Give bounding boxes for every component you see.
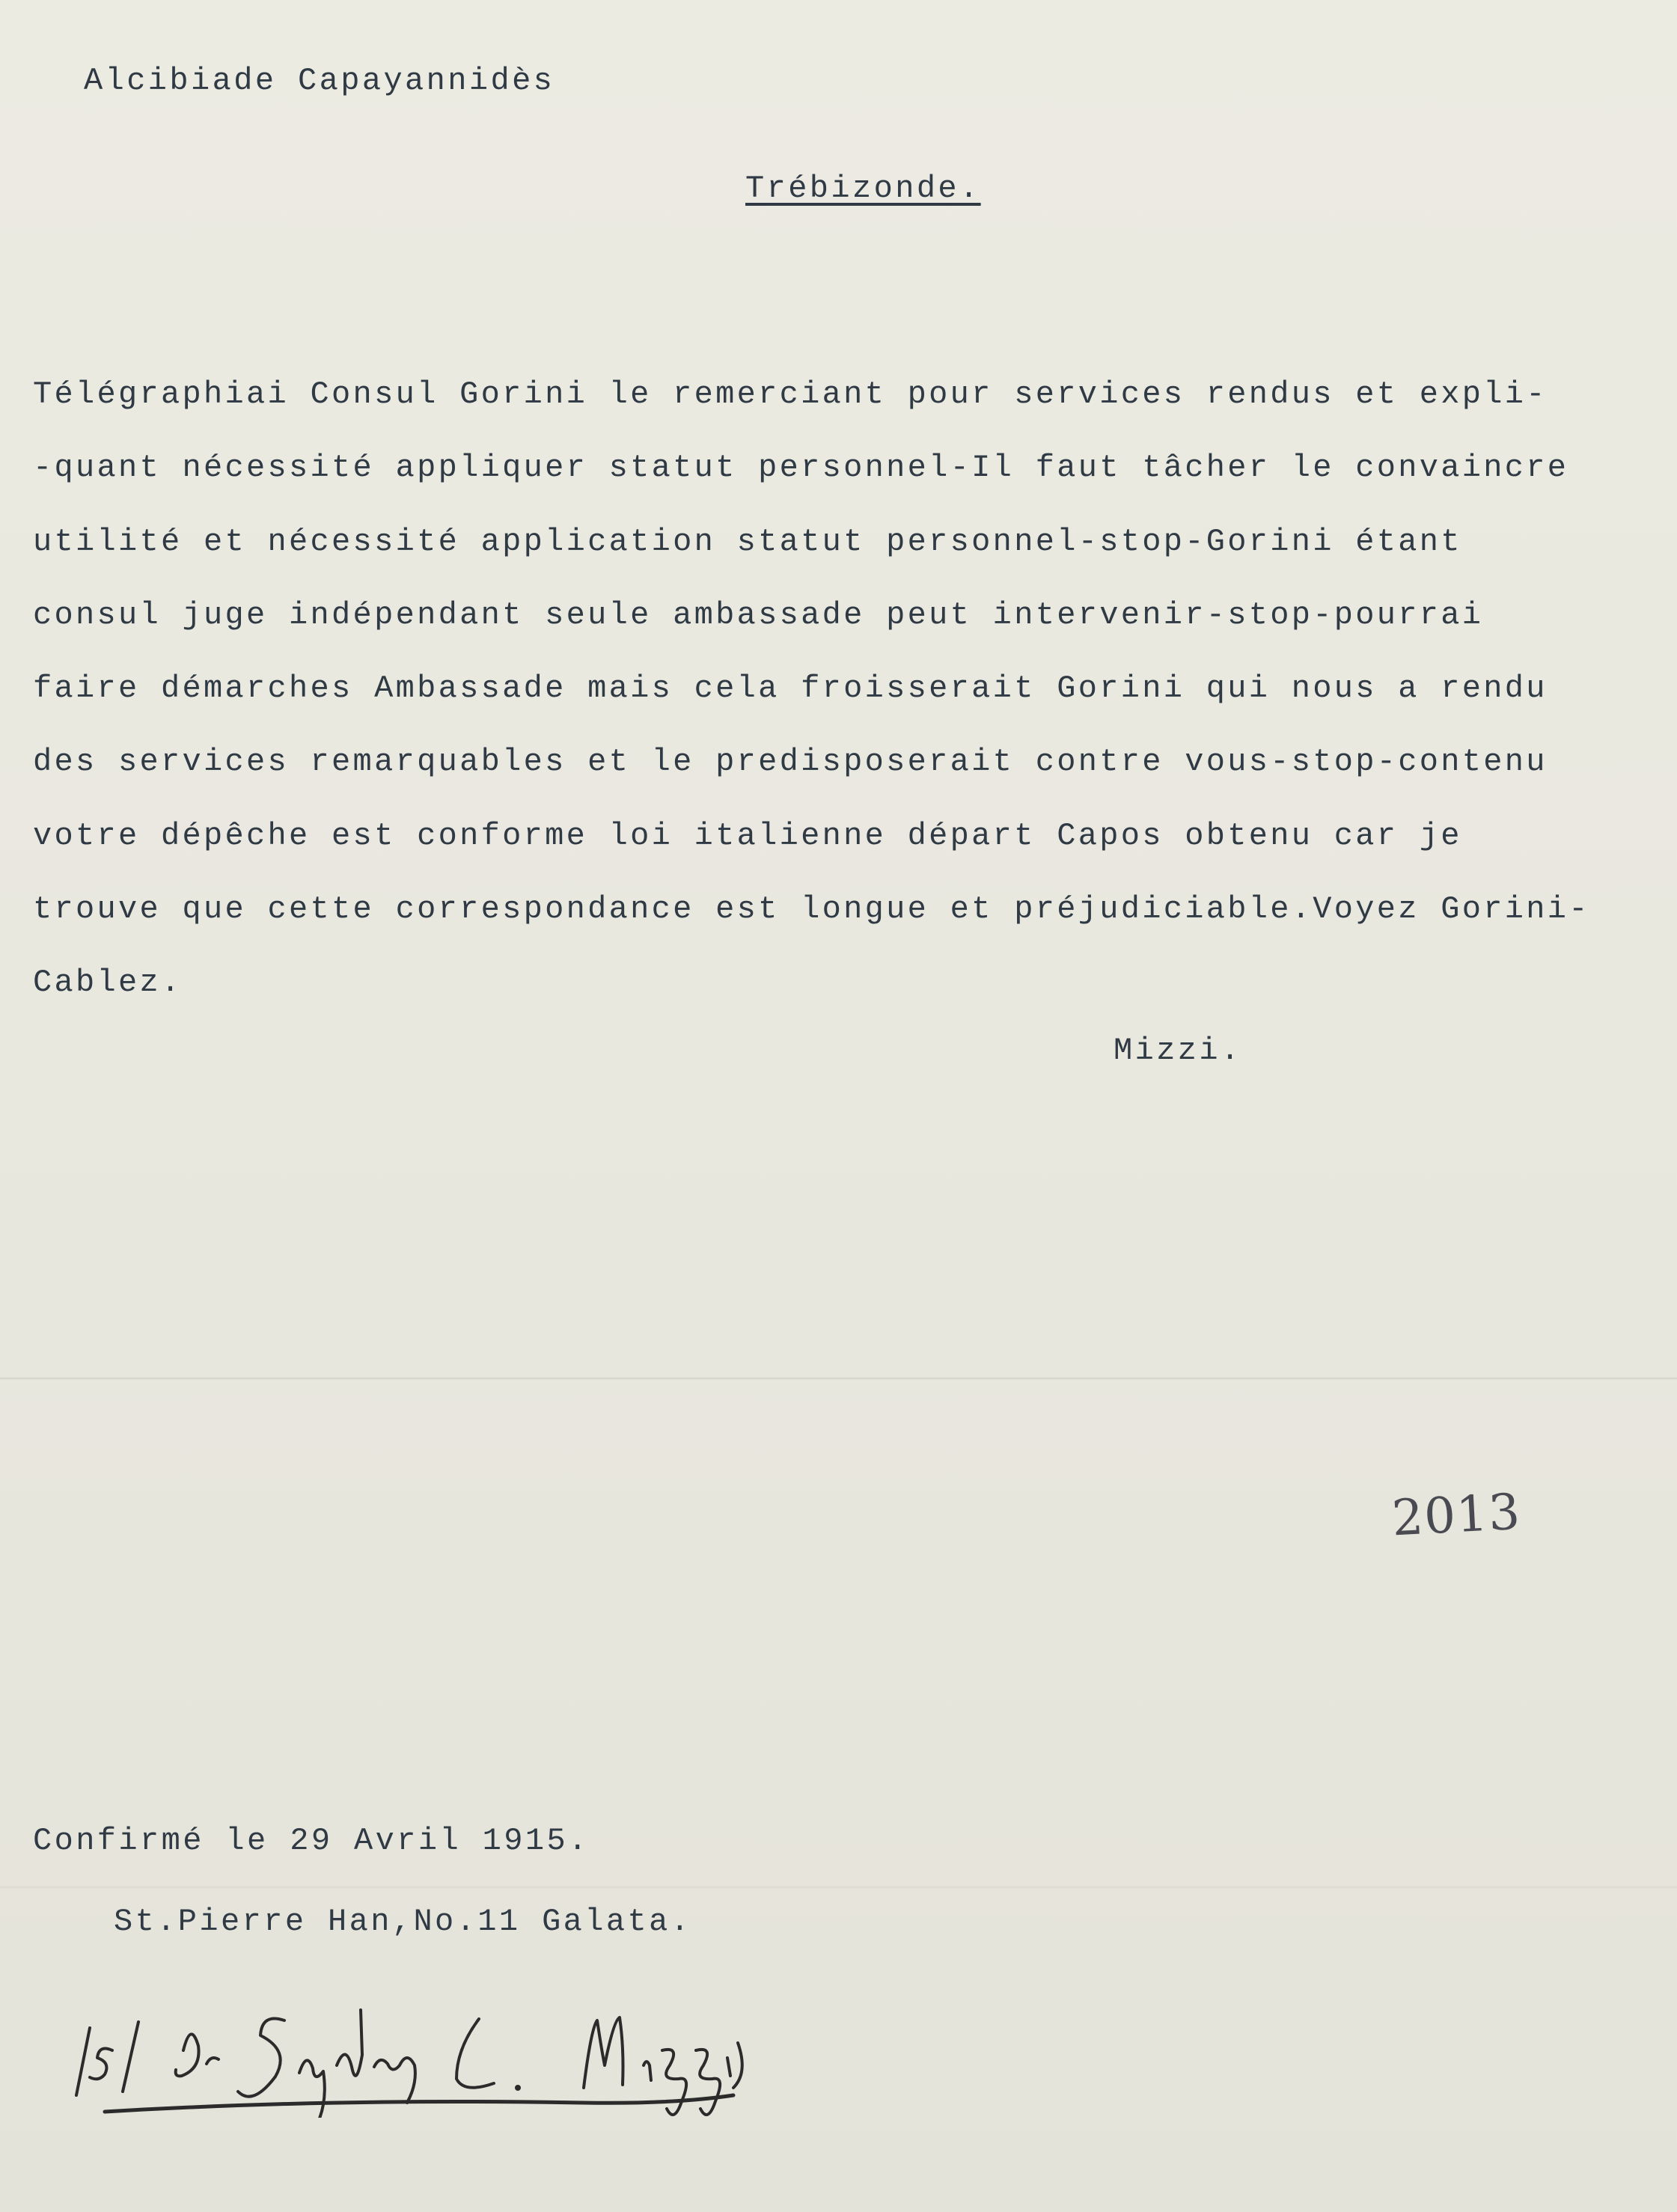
- destination-city: Trébizonde.: [745, 171, 981, 207]
- body-line: Cablez.: [33, 965, 183, 1001]
- body-line: votre dépêche est conforme loi italienne départ Capos obtenu car je: [33, 817, 1462, 854]
- body-line: faire démarches Ambassade mais cela froisserait Gorini qui nous a rendu: [33, 670, 1548, 707]
- body-line: trouve que cette correspondance est longue et préjudiciable.Voyez Gorini-: [33, 891, 1590, 928]
- sender-name: Alcibiade Capayannidès: [84, 63, 555, 99]
- handwritten-signature: [60, 1938, 808, 2118]
- letter-body: [33, 358, 1642, 1020]
- paper-fold: [0, 1377, 1677, 1380]
- confirmation-date: Confirmé le 29 Avril 1915.: [33, 1823, 590, 1859]
- archive-number: 2013: [1390, 1482, 1522, 1548]
- body-line: utilité et nécessité application statut personnel-stop-Gorini étant: [33, 523, 1462, 560]
- body-line: Télégraphiai Consul Gorini le remerciant pour services rendus et expli-: [33, 376, 1548, 412]
- body-line: des services remarquables et le predisposerait contre vous-stop-contenu: [33, 744, 1548, 780]
- body-line: -quant nécessité appliquer statut personnel-Il faut tâcher le convaincre: [33, 450, 1569, 486]
- sender-address: St.Pierre Han,No.11 Galata.: [114, 1904, 692, 1940]
- paper-fold: [0, 1886, 1677, 1889]
- body-line: consul juge indépendant seule ambassade peut intervenir-stop-pourrai: [33, 596, 1484, 633]
- closing-name: Mizzi.: [1114, 1033, 1242, 1069]
